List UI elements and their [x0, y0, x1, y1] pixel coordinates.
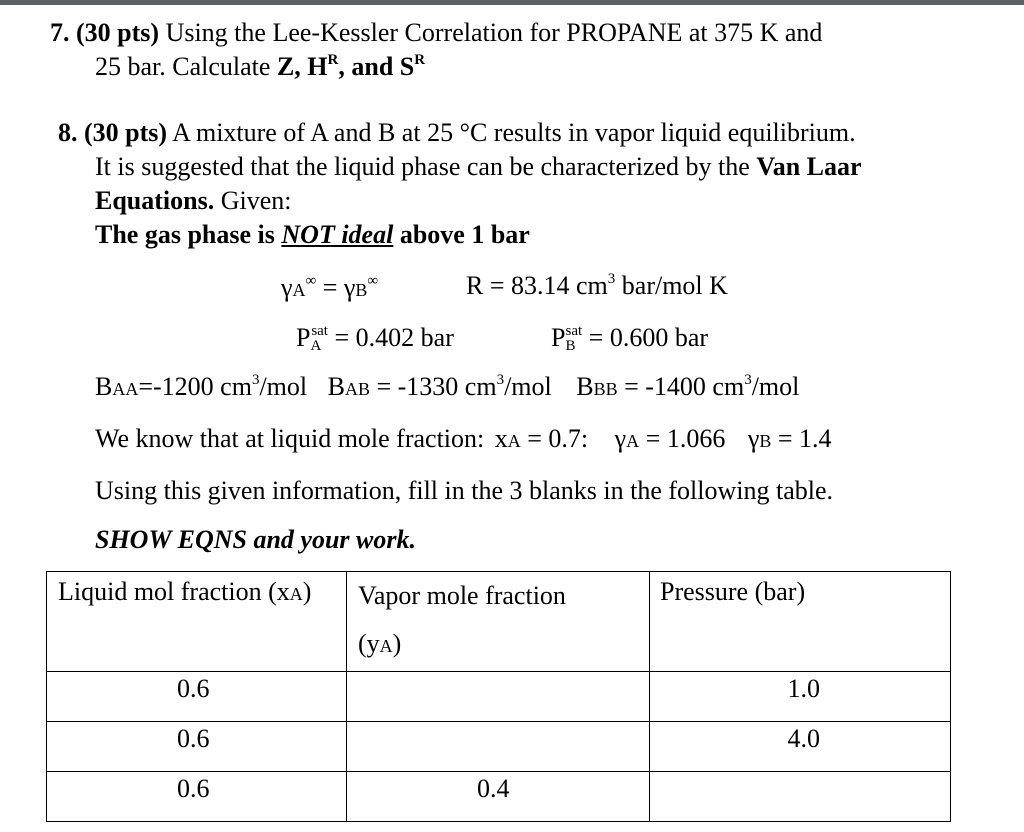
cell-p [650, 672, 951, 722]
cell-y-value: 0.4 [477, 774, 510, 803]
q8-line2-text: It is suggested that the liquid phase can be characterized by the [95, 152, 750, 181]
q8-line3 [95, 185, 292, 217]
bab-unit: /mol [504, 372, 552, 401]
h1-pre: Liquid mol fraction (x [58, 577, 290, 606]
q8-van-laar: Van Laar [756, 152, 862, 181]
infinity-b: ∞ [367, 273, 379, 289]
ga-value: = 1.066 [639, 424, 726, 453]
bab-value: = -1330 cm [369, 372, 497, 401]
gas-constant [466, 270, 728, 302]
q7-calc-and: , and S [338, 52, 415, 81]
h2-post: ) [392, 629, 402, 658]
bab-exp: 3 [496, 372, 505, 388]
cell-x-value: 0.6 [177, 724, 210, 753]
q8-given: Given: [220, 186, 292, 215]
header-liquid [47, 572, 347, 672]
bab-b: B [327, 372, 345, 401]
q7-points: (30 pts) [76, 18, 160, 47]
pb-sat [551, 322, 708, 354]
cell-y [347, 772, 650, 822]
pb-value: = 0.600 bar [582, 323, 709, 352]
top-border [0, 0, 1024, 5]
cell-x [47, 672, 347, 722]
q7-number: 7. [50, 18, 70, 47]
cell-y-blank[interactable] [347, 722, 650, 772]
baa-unit: /mol [259, 372, 308, 401]
pb-p: P [551, 323, 566, 352]
xa-sub: A [507, 431, 521, 451]
gamma-a-sub: A [292, 280, 306, 300]
cell-p-value: 4.0 [787, 724, 820, 753]
q7-line2 [95, 51, 425, 83]
bbb-unit: /mol [751, 372, 800, 401]
gb-sub: B [759, 431, 772, 451]
pa-sup: sat [311, 323, 328, 339]
baa-b: B [95, 372, 113, 401]
virial-coefficients [95, 371, 799, 405]
q8-line1 [58, 117, 856, 149]
pa-p: P [296, 323, 311, 352]
bbb-exp: 3 [744, 372, 752, 388]
xa-x: x [494, 424, 508, 453]
pa-sub: A [310, 338, 322, 354]
cell-p [650, 722, 951, 772]
pa-sat [296, 322, 454, 354]
header-vapor [347, 572, 650, 672]
q7-line1 [50, 17, 822, 49]
baa-exp: 3 [251, 372, 260, 388]
h2-pre: (y [358, 629, 380, 658]
table-row [47, 772, 951, 822]
h1-post: ) [302, 577, 312, 606]
ga-sub: A [626, 431, 640, 451]
h2-line1: Vapor mole fraction [358, 581, 566, 610]
gamma-a-symbol: γ [281, 273, 293, 302]
table-row [47, 672, 951, 722]
q8-number: 8. [58, 118, 78, 147]
r-exp: 3 [607, 271, 616, 287]
q8-points: (30 pts) [84, 118, 168, 147]
table-header-row [47, 572, 951, 672]
gb-g: γ [747, 424, 760, 453]
q7-text: Using the Lee-Kessler Correlation for PROPANE at 375 K and [165, 18, 823, 47]
q8-gas-line [95, 219, 530, 251]
cell-y-value [347, 672, 649, 674]
equals: = [316, 273, 344, 302]
h3-text: Pressure (bar) [660, 577, 806, 606]
q7-calc [277, 52, 425, 81]
gamma-infinity-eq [281, 272, 378, 306]
cell-y-blank[interactable] [347, 672, 650, 722]
bbb-value: = -1400 cm [617, 372, 745, 401]
cell-p-blank[interactable] [650, 772, 951, 822]
h2-sub: A [379, 636, 393, 656]
q7-calc-zh: Z, H [276, 52, 328, 81]
gamma-b-sub: B [355, 280, 368, 300]
r-value: R = 83.14 cm [466, 271, 608, 300]
q8-line1-text: A mixture of A and B at 25 °C results in vapor liquid equilibrium. [172, 118, 856, 147]
xa-value: = 0.7: [520, 424, 589, 453]
using-line: Using this given information, fill in the 3 blanks in the following table. [95, 476, 834, 505]
pb-sub: B [565, 338, 576, 354]
cell-x-value: 0.6 [177, 674, 210, 703]
table-row [47, 722, 951, 772]
cell-x [47, 722, 347, 772]
q8-gas-post: above 1 bar [399, 220, 530, 249]
cell-x-value: 0.6 [177, 774, 210, 803]
known-values [95, 423, 832, 457]
bbb-b: B [576, 372, 594, 401]
baa-sub: AA [112, 379, 139, 399]
show-work: SHOW EQNS and your work. [95, 525, 417, 554]
cell-p-value [650, 772, 950, 774]
q7-h-sup: R [327, 52, 339, 68]
q8-gas-pre: The gas phase is [95, 220, 275, 249]
r-unit: bar/mol K [615, 271, 728, 300]
vle-table [46, 571, 951, 822]
q7-s-sup: R [414, 52, 426, 68]
pa-value: = 0.402 bar [327, 323, 454, 352]
cell-x [47, 772, 347, 822]
cell-p-value: 1.0 [787, 674, 820, 703]
baa-value: =-1200 cm [138, 372, 252, 401]
pb-sup: sat [565, 323, 583, 339]
h1-sub: A [289, 584, 303, 604]
q8-line2 [95, 151, 862, 183]
q7-line2-text: 25 bar. Calculate [95, 52, 271, 81]
bbb-sub: BB [593, 379, 618, 399]
gb-value: = 1.4 [771, 424, 832, 453]
cell-y-value [347, 722, 649, 724]
header-pressure [650, 572, 951, 672]
know-text: We know that at liquid mole fraction: [95, 424, 485, 453]
q8-equations: Equations. [95, 186, 215, 215]
ga-g: γ [614, 424, 627, 453]
infinity-a: ∞ [305, 273, 317, 289]
q8-not-ideal: NOT ideal [281, 220, 394, 249]
bab-sub: AB [344, 379, 370, 399]
gamma-b-symbol: γ [343, 273, 356, 302]
